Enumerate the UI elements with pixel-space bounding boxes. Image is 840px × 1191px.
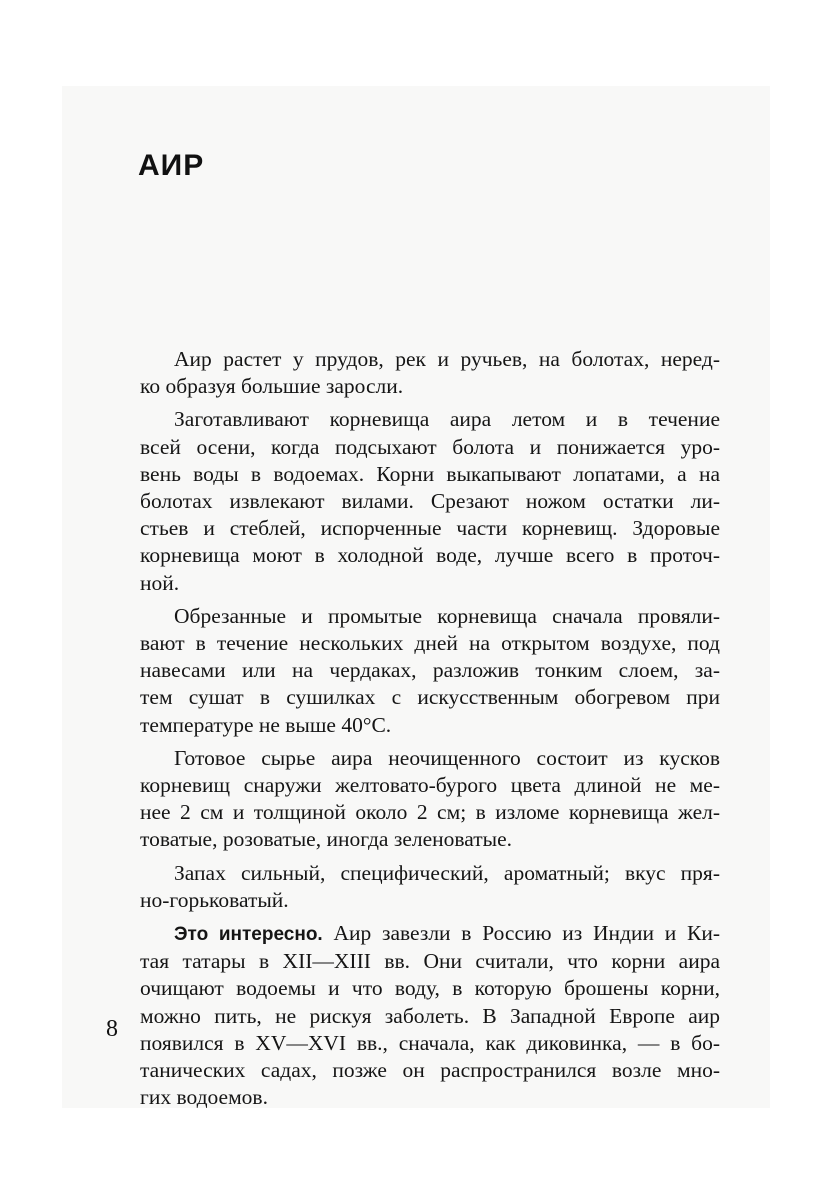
- interesting-lead: Это интересно.: [174, 924, 323, 946]
- text-line: корневища моют в холодной воде, лучше всего в проточ-: [140, 543, 720, 568]
- text-line: тем сушат в сушилках с искусственным обогревом при: [140, 685, 720, 710]
- paragraph-smell-taste: [140, 860, 720, 914]
- text-line: болотах извлекают вилами. Срезают ножом остатки ли-: [140, 489, 720, 514]
- paragraph-interesting: [140, 920, 720, 1111]
- text-line: Запах сильный, специфический, ароматный; вкус пря-: [174, 860, 720, 885]
- article-body: [140, 346, 720, 1117]
- text-line: тая татары в XII—XIII вв. Они считали, что корни аира: [140, 949, 720, 974]
- paragraph-harvesting: [140, 406, 720, 596]
- text-line: товатые, розоватые, иногда зеленоватые.: [140, 827, 512, 852]
- paragraph-raw-material: [140, 745, 720, 854]
- paragraph-habitat: [140, 346, 720, 400]
- text-line: танических садах, позже он распространился возле мно-: [140, 1058, 720, 1083]
- text-line: ной.: [140, 570, 180, 595]
- paragraph-drying: [140, 603, 720, 739]
- text-line: корневищ снаружи желтовато-бурого цвета длиной не ме-: [140, 773, 720, 798]
- text-line: всей осени, когда подсыхают болота и понижается уро-: [140, 434, 720, 459]
- text-line: [140, 920, 720, 948]
- interesting-first-line: Аир завезли в Россию из Индии и Ки-: [333, 921, 721, 946]
- text-line: гих водоемов.: [140, 1085, 268, 1110]
- text-line: Аир растет у прудов, рек и ручьев, на болотах, неред-: [174, 347, 720, 371]
- text-line: очищают водоемы и что воду, в которую брошены корни,: [140, 976, 720, 1001]
- text-line: температуре не выше 40°С.: [140, 712, 392, 737]
- text-line: Заготавливают корневища аира летом и в течение: [174, 407, 720, 432]
- text-line: вают в течение нескольких дней на открытом воздухе, под: [140, 631, 720, 656]
- text-line: появился в XV—XVI вв., сначала, как диковинка, — в бо-: [140, 1030, 720, 1055]
- text-line: Обрезанные и промытые корневища сначала провяли-: [174, 603, 720, 628]
- text-line: можно пить, не рискуя заболеть. В Западной Европе аир: [140, 1003, 720, 1028]
- text-line: нее 2 см и толщиной около 2 см; в изломе корневища жел-: [140, 800, 720, 825]
- text-line: но-горьковатый.: [140, 887, 289, 912]
- text-line: стьев и стеблей, испорченные части корневищ. Здоровые: [140, 516, 720, 541]
- page-number: 8: [106, 1016, 118, 1042]
- text-line: ко образуя большие заросли.: [140, 374, 404, 399]
- text-line: вень воды в водоемах. Корни выкапывают лопатами, а на: [140, 461, 720, 486]
- text-line: навесами или на чердаках, разложив тонким слоем, за-: [140, 658, 720, 683]
- article-title: АИР: [138, 149, 205, 182]
- text-line: Готовое сырье аира неочищенного состоит из кусков: [174, 745, 720, 770]
